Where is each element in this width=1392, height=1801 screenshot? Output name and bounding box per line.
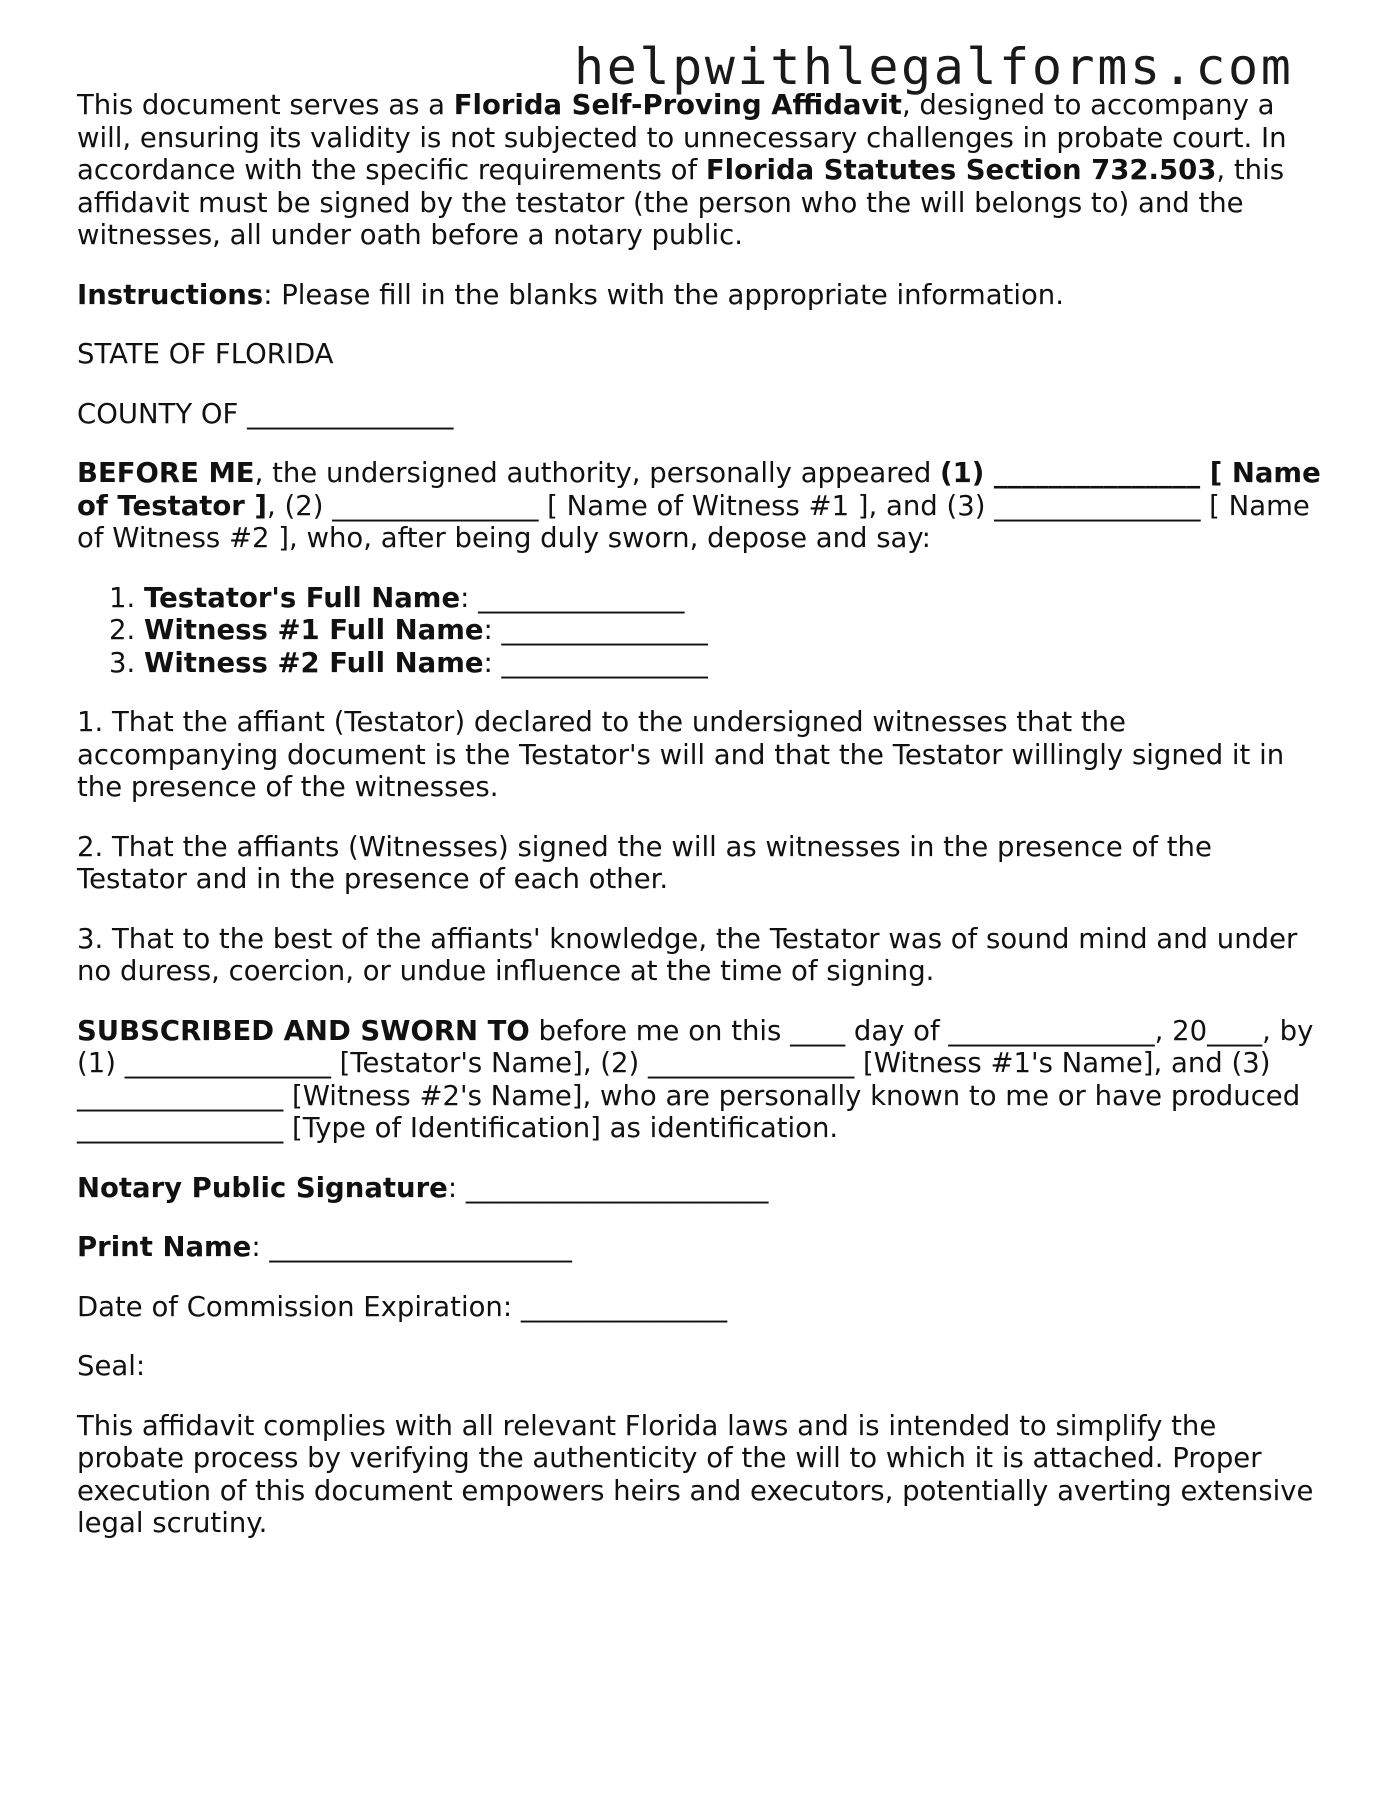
form-title: Florida Self-Proving Affidavit	[453, 89, 902, 121]
witness-1-name-field: : _______________	[483, 614, 708, 646]
testator-name-label: Testator's Full Name	[144, 581, 461, 614]
witness-1-name-label: Witness #1 Full Name	[144, 614, 484, 646]
before-me-text-2: , (2) _______________ [ Name of Witness #1 ], and (3) _______________ [ Name of Witness #2 ], who, after being duly sworn, depose and say:	[77, 489, 1310, 554]
print-name-line	[77, 1231, 1327, 1264]
intro-text-3: , this affidavit must be signed by the testator (the person who the will belongs to) and the witnesses, all under oath before a notary public.	[77, 154, 1285, 251]
list-item	[144, 647, 1327, 680]
intro-text-2: , designed to accompany a will, ensuring its validity is not subjected to unnecessary challenges in probate court. In accordance with the specific requirements of	[77, 89, 1287, 186]
state-line: STATE OF FLORIDA	[77, 338, 334, 370]
statement-3: 3. That to the best of the affiants' knowledge, the Testator was of sound mind and under no duress, coercion, or undue influence at the time of signing.	[77, 922, 1298, 987]
commission-expiration-line: Date of Commission Expiration: _______________	[77, 1290, 728, 1323]
list-item	[144, 614, 1327, 647]
county-line: COUNTY OF _______________	[77, 397, 454, 430]
witness-2-name-field: : _______________	[483, 646, 708, 679]
notary-signature-label: Notary Public Signature	[77, 1171, 448, 1204]
before-me-paragraph	[77, 457, 1327, 555]
witness-2-name-label: Witness #2 Full Name	[144, 646, 484, 679]
sworn-label: SUBSCRIBED AND SWORN TO	[77, 1014, 530, 1047]
list-item	[144, 582, 1327, 615]
statute-reference: Florida Statutes Section 732.503	[705, 154, 1217, 186]
affidavit-document	[77, 89, 1327, 1567]
before-me-text-1: , the undersigned authority, personally appeared	[254, 457, 941, 489]
before-me-label: BEFORE ME	[77, 457, 255, 489]
notary-signature-field: : ______________________	[447, 1171, 769, 1204]
closing-paragraph: This affidavit complies with all relevant Florida laws and is intended to simplify the probate process by verifying the authenticity of the will to which it is attached. Proper execution of this document empowers heirs and executors, potentially averting extensive legal scrutiny.	[77, 1409, 1314, 1539]
intro-text-1: This document serves as a	[77, 89, 454, 121]
names-list	[77, 582, 1327, 680]
instructions-text: : Please fill in the blanks with the appropriate information.	[263, 278, 1064, 311]
print-name-label: Print Name	[77, 1231, 252, 1263]
instructions-label: Instructions	[77, 278, 264, 311]
instructions-paragraph	[77, 279, 1327, 312]
testator-name-field: : _______________	[460, 581, 685, 614]
notary-signature-line	[77, 1172, 1327, 1205]
statement-1: 1. That the affiant (Testator) declared to the undersigned witnesses that the accompanying document is the Testator's will and that the Testator willingly signed it in the presence of the witnesses.	[77, 706, 1285, 803]
sworn-text: before me on this ____ day of _______________, 20____, by (1) _______________ [Testator's Name], (2) _______________ [Witness #1's Name], and (3) _______________ [Witness #2's Name], who are personally known to me or have produced _______________ [Type of Identification] as identification.	[77, 1014, 1314, 1144]
intro-paragraph	[77, 89, 1327, 252]
seal-line: Seal:	[77, 1350, 146, 1382]
watermark-logo: helpwithlegalforms.com	[574, 38, 1294, 96]
sworn-paragraph	[77, 1015, 1327, 1145]
print-name-field: : ______________________	[251, 1231, 572, 1263]
statement-2: 2. That the affiants (Witnesses) signed the will as witnesses in the presence of the Testator and in the presence of each other.	[77, 830, 1212, 895]
testator-name-blank: (1) _______________ [ Name of Testator ]	[77, 457, 1321, 522]
